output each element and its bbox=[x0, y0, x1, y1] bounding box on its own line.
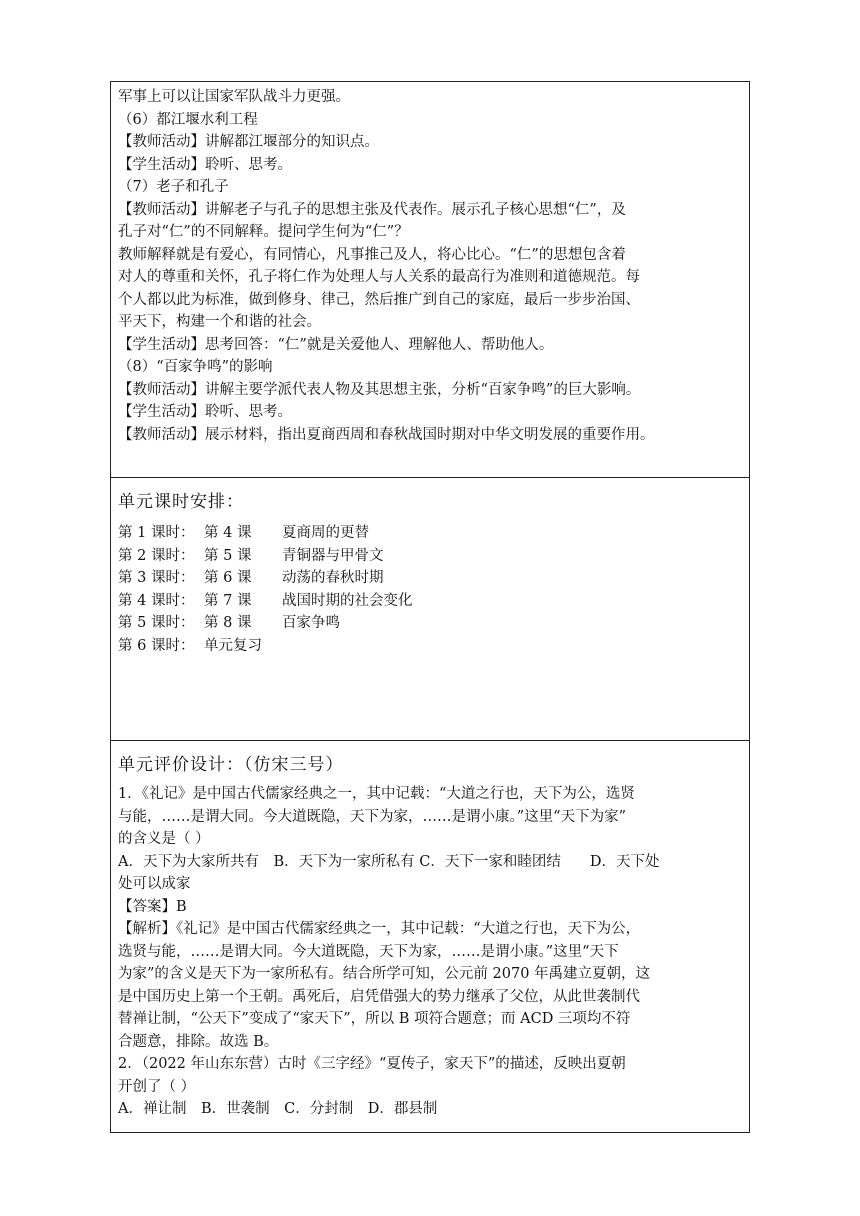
text-line: 的含义是（ ） bbox=[118, 831, 210, 847]
lesson-label: 单元复习 bbox=[204, 637, 262, 654]
session-label: 第 6 课时： bbox=[118, 637, 195, 654]
text-line: 【教师活动】讲解老子与孔子的思想主张及代表作。展示孔子核心思想“仁”，及 bbox=[118, 201, 626, 218]
lesson-title: 青铜器与甲骨文 bbox=[282, 547, 384, 564]
text-line: 选贤与能，……是谓大同。今大道既隐，天下为家，……是谓小康。”这里“天下 bbox=[118, 943, 619, 960]
evaluation-cell bbox=[111, 741, 749, 1132]
text-line: 【答案】B bbox=[118, 898, 187, 915]
lesson-label: 第 6 课 bbox=[204, 570, 252, 586]
text-line: 【学生活动】聆听、思考。 bbox=[118, 404, 292, 420]
text-line: 【教师活动】展示材料，指出夏商西周和春秋战国时期对中华文明发展的重要作用。 bbox=[118, 426, 655, 443]
text-line: A．天下为大家所共有 B．天下为一家所私有 C．天下一家和睦团结 D．天下处 bbox=[118, 853, 660, 870]
text-line: 平天下，构建一个和谐的社会。 bbox=[118, 314, 321, 330]
text-line: 个人都以此为标准，做到修身、律己，然后推广到自己的家庭，最后一步步治国、 bbox=[118, 291, 640, 308]
text-line: 为家”的含义是天下为一家所私有。结合所学可知，公元前 2070 年禹建立夏朝，这 bbox=[118, 966, 651, 982]
text-line: 军事上可以让国家军队战斗力更强。 bbox=[118, 89, 350, 105]
text-line: 处可以成家 bbox=[118, 876, 191, 892]
schedule-heading: 单元课时安排： bbox=[118, 492, 244, 512]
text-line: （7）老子和孔子 bbox=[118, 179, 229, 195]
schedule-row bbox=[118, 567, 742, 590]
session-label: 第 3 课时： bbox=[118, 570, 195, 586]
text-line: 【学生活动】思考回答：“仁”就是关爱他人、理解他人、帮助他人。 bbox=[118, 336, 554, 353]
lesson-plan-table bbox=[110, 81, 750, 1133]
lesson-title: 夏商周的更替 bbox=[282, 525, 369, 541]
schedule-row bbox=[118, 635, 742, 658]
text-line: 2．（2022 年山东东营）古时《三字经》“夏传子，家天下”的描述，反映出夏朝 bbox=[118, 1056, 626, 1072]
text-line: 【教师活动】讲解主要学派代表人物及其思想主张，分析“百家争鸣”的巨大影响。 bbox=[118, 381, 641, 398]
lesson-label: 第 4 课 bbox=[204, 525, 252, 541]
schedule-row bbox=[118, 612, 742, 635]
evaluation-heading: 单元评价设计：（仿宋三号） bbox=[118, 755, 344, 775]
text-line: 是中国历史上第一个王朝。禹死后，启凭借强大的势力继承了父位，从此世袭制代 bbox=[118, 988, 640, 1005]
text-line: （8）“百家争鸣”的影响 bbox=[118, 359, 273, 375]
schedule-row bbox=[118, 545, 742, 568]
lesson-title: 战国时期的社会变化 bbox=[282, 592, 413, 609]
teaching-process-cell bbox=[111, 82, 749, 478]
session-label: 第 1 课时： bbox=[118, 525, 195, 541]
session-label: 第 4 课时： bbox=[118, 592, 195, 609]
session-label: 第 5 课时： bbox=[118, 615, 195, 631]
text-line: 对人的尊重和关怀，孔子将仁作为处理人与人关系的最高行为准则和道德规范。每 bbox=[118, 269, 640, 285]
lesson-label: 第 7 课 bbox=[204, 592, 252, 609]
text-line: （6）都江堰水利工程 bbox=[118, 111, 258, 128]
lesson-title: 动荡的春秋时期 bbox=[282, 570, 384, 586]
text-line: 开创了（ ） bbox=[118, 1078, 196, 1095]
session-label: 第 2 课时： bbox=[118, 547, 195, 564]
text-line: 替禅让制，“公天下”变成了“家天下”，所以 B 项符合题意；而 ACD 三项均不符 bbox=[118, 1011, 631, 1027]
schedule-row bbox=[118, 590, 742, 613]
lesson-title: 百家争鸣 bbox=[282, 615, 340, 631]
text-line: 1．《礼记》是中国古代儒家经典之一，其中记载：“大道之行也，天下为公，选贤 bbox=[118, 786, 635, 802]
text-line: 【教师活动】讲解都江堰部分的知识点。 bbox=[118, 134, 379, 150]
text-line: A．禅让制 B．世袭制 C．分封制 D．郡县制 bbox=[118, 1101, 438, 1117]
lesson-label: 第 5 课 bbox=[204, 547, 252, 564]
schedule-row bbox=[118, 522, 742, 545]
text-line: 与能，……是谓大同。今大道既隐，天下为家，……是谓小康。”这里“天下为家” bbox=[118, 808, 626, 825]
text-line: 【学生活动】聆听、思考。 bbox=[118, 156, 292, 173]
text-line: 孔子对“仁”的不同解释。提问学生何为“仁”？ bbox=[118, 224, 409, 240]
lesson-label: 第 8 课 bbox=[204, 615, 252, 631]
text-line: 教师解释就是有爱心，有同情心，凡事推己及人，将心比心。“仁”的思想包含着 bbox=[118, 246, 626, 263]
text-line: 合题意，排除。故选 B。 bbox=[118, 1033, 279, 1050]
text-line: 【解析】《礼记》是中国古代儒家经典之一，其中记载：“大道之行也，天下为公， bbox=[118, 921, 641, 937]
schedule-cell bbox=[111, 478, 749, 741]
